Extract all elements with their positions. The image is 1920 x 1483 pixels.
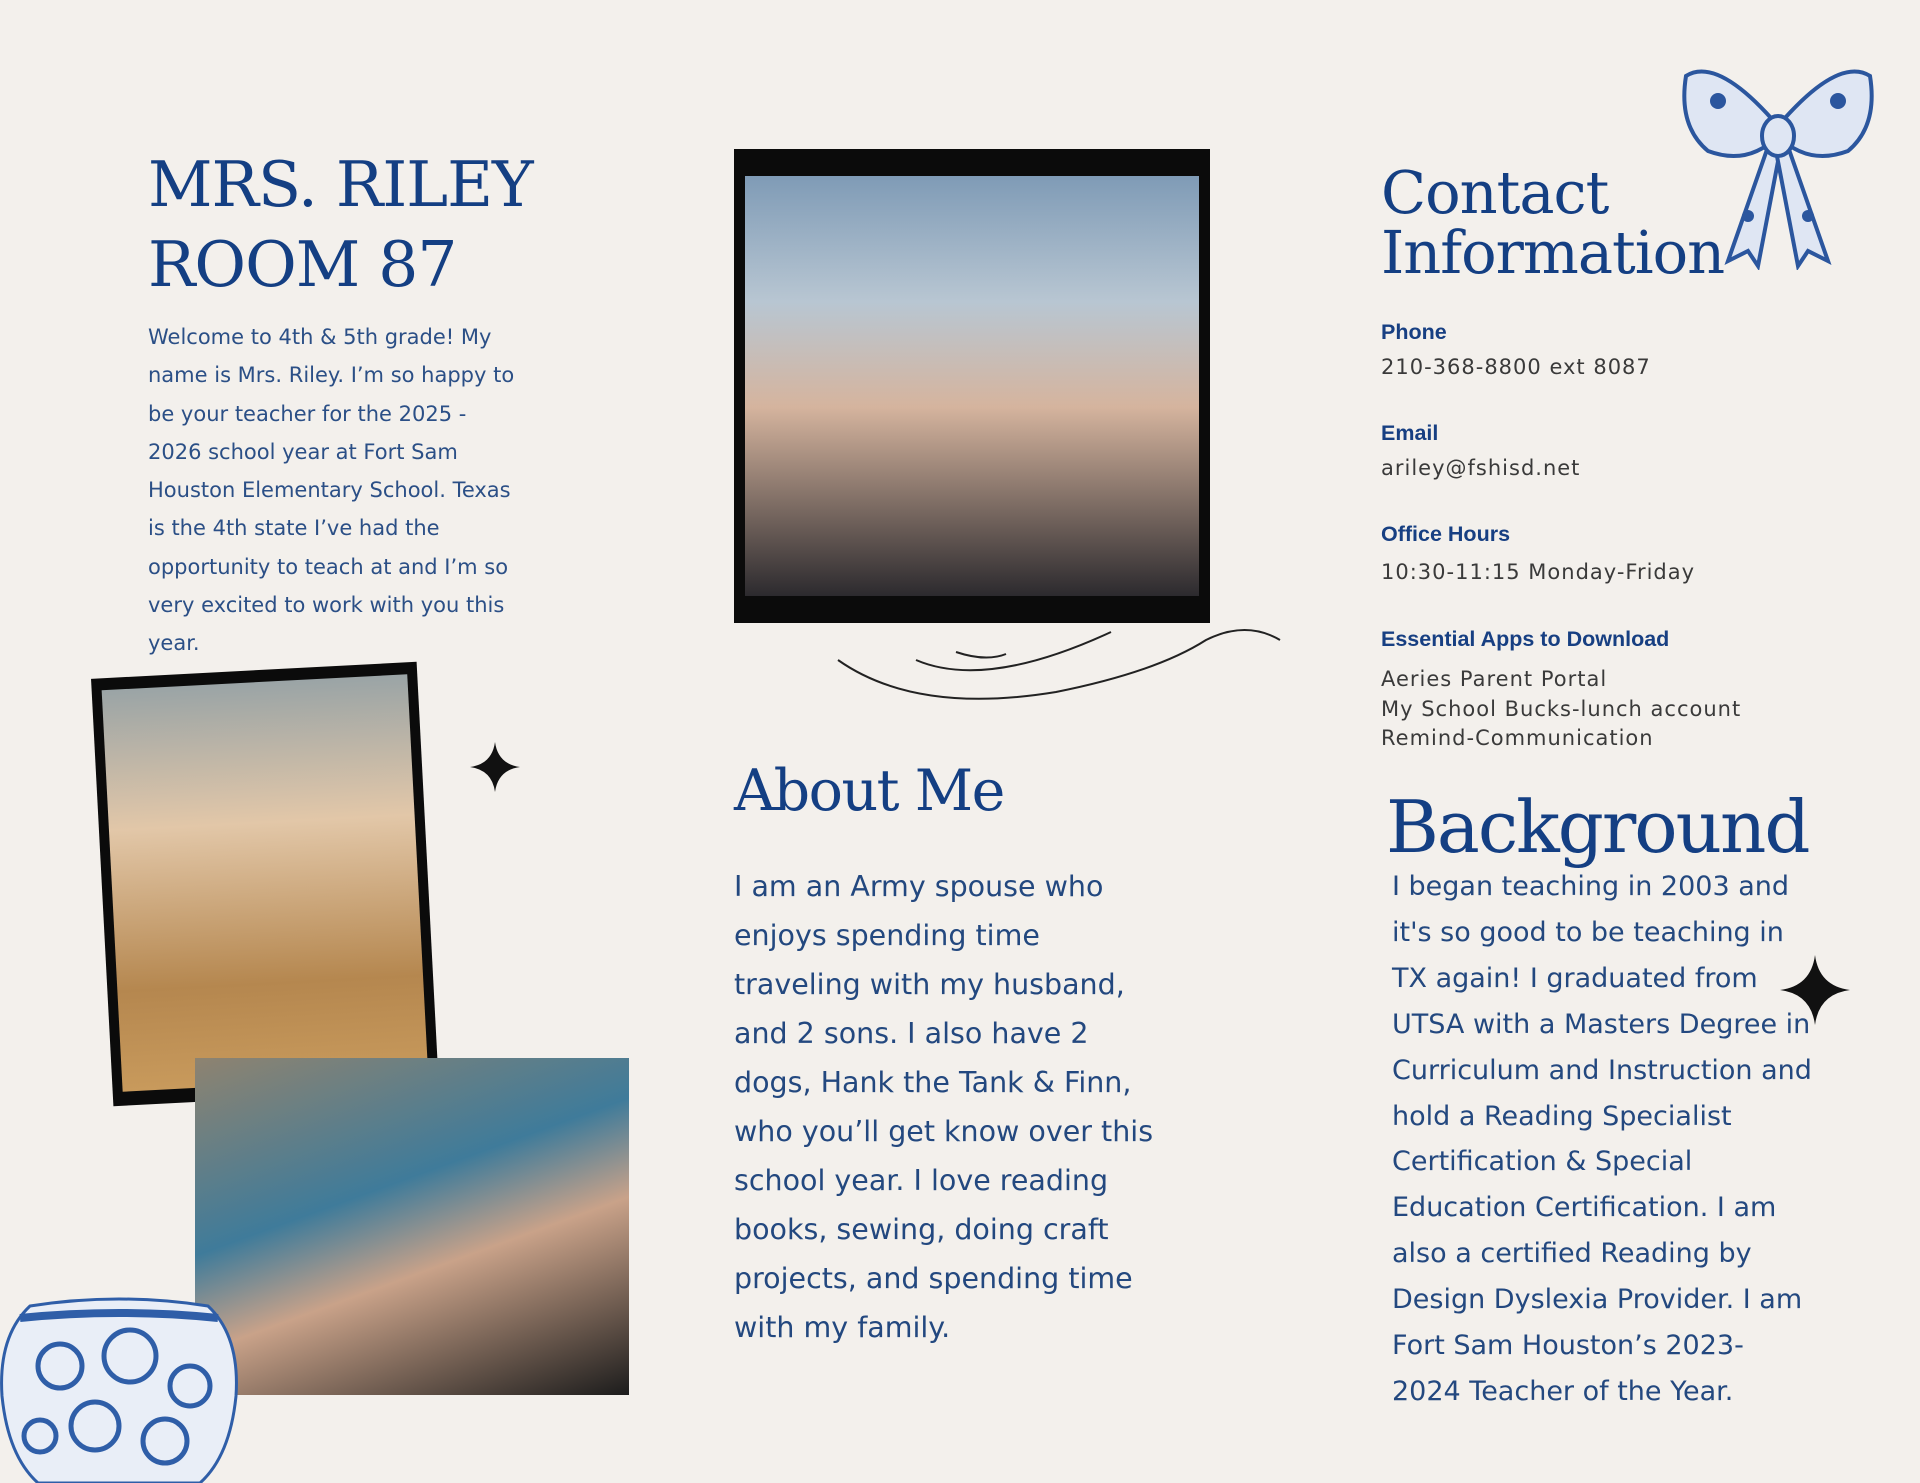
page-title <box>148 145 618 305</box>
sparkle-icon <box>470 742 520 792</box>
family-photo <box>195 1058 629 1395</box>
email-value[interactable]: ariley@fshisd.net <box>1381 456 1581 480</box>
office-hours-label: Office Hours <box>1381 522 1511 546</box>
contact-heading <box>1381 158 1741 287</box>
background-heading: Background <box>1386 785 1809 869</box>
phone-label: Phone <box>1381 320 1447 344</box>
swirl-decoration <box>836 620 1282 704</box>
about-text: I am an Army spouse who enjoys spending time traveling with my husband, and 2 sons. I also have 2 dogs, Hank the Tank & Finn, who you’ll get know over this school year. I love reading books, sewing, doing craft projects, and spending time with my family. <box>734 870 1154 1344</box>
family-selfie-photo <box>745 176 1199 596</box>
email-label: Email <box>1381 421 1439 445</box>
about-heading: About Me <box>734 758 1004 824</box>
title-room: ROOM 87 <box>148 228 457 301</box>
app-item: Remind-Communication <box>1381 726 1654 750</box>
office-hours-value: 10:30-11:15 Monday-Friday <box>1381 560 1696 584</box>
phone-value[interactable]: 210-368-8800 ext 8087 <box>1381 355 1651 379</box>
title-name: MRS. RILEY <box>148 148 533 221</box>
apps-label: Essential Apps to Download <box>1381 627 1670 651</box>
app-item: My School Bucks-lunch account <box>1381 696 1742 721</box>
vase-illustration <box>0 1296 238 1483</box>
apps-list <box>1381 665 1741 754</box>
gym-photo <box>102 674 429 1091</box>
contact-heading-line1: Contact <box>1381 158 1609 227</box>
app-item: Aeries Parent Portal <box>1381 667 1608 691</box>
contact-heading-line2: Information <box>1381 218 1725 287</box>
main-photo-frame <box>734 149 1210 623</box>
welcome-text: Welcome to 4th & 5th grade! My name is Mrs. Riley. I’m so happy to be your teacher for the 2025 - 2026 school year at Fort Sam Houston Elementary School. Texas is the 4th state I’ve had the opportunity to teach at and I’m so very excited to work with you this year. <box>148 325 515 656</box>
background-text: I began teaching in 2003 and it's so good to be teaching in TX again! I graduated from UTSA with a Masters Degree in Curriculum and Instruction and hold a Reading Specialist Certification & Special Education Certification. I am also a certified Reading by Design Dyslexia Provider. I am Fort Sam Houston’s 2023-2024 Teacher of the Year. <box>1392 871 1812 1407</box>
gym-photo-frame <box>91 662 439 1106</box>
